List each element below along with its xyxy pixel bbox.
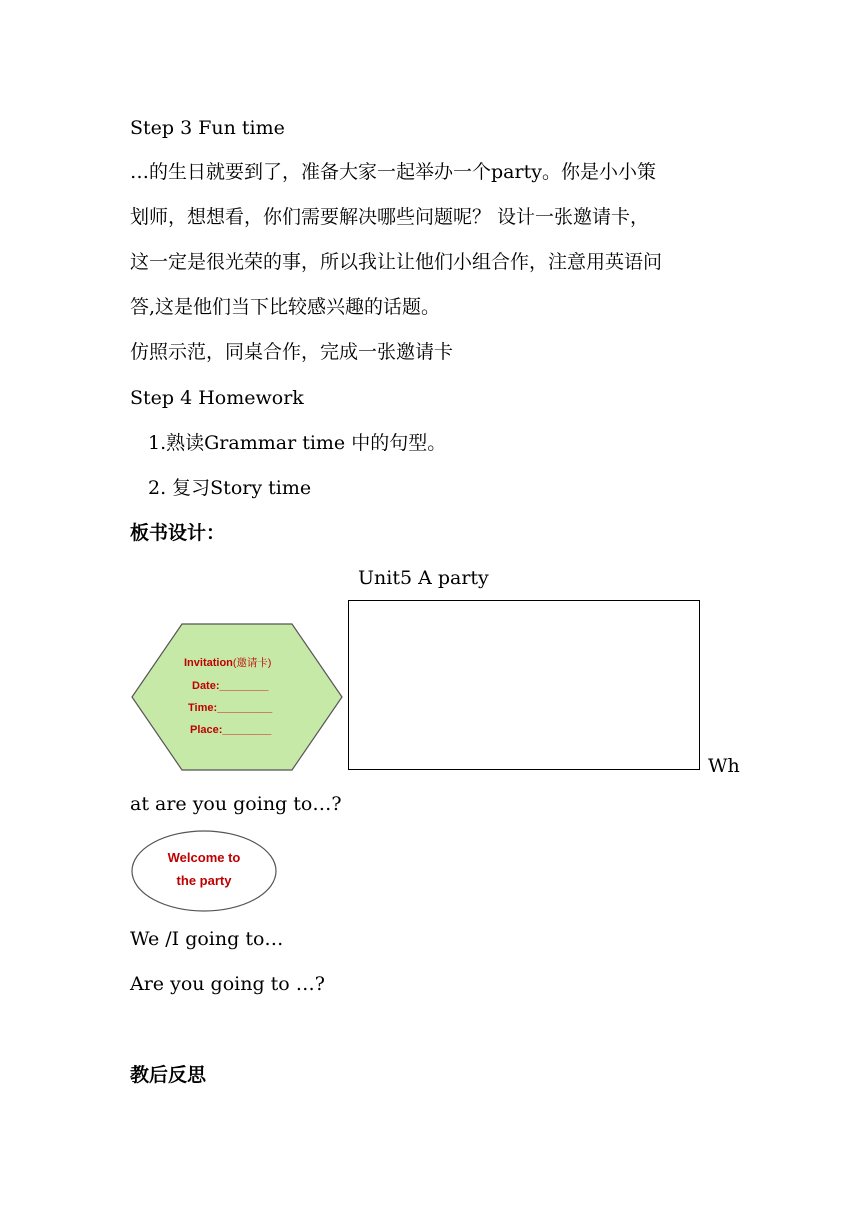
paragraph-line-2: 划师，想想看，你们需要解决哪些问题呢？ 设计一张邀请卡， — [130, 206, 650, 228]
homework-item-2: 2. 复习Story time — [148, 477, 312, 499]
welcome-line-2: the party — [176, 873, 232, 888]
welcome-line-1: Welcome to — [167, 850, 241, 865]
step4-heading: Step 4 Homework — [130, 387, 304, 409]
paragraph-line-3: 这一定是很光荣的事，所以我让让他们小组合作，注意用英语问 — [130, 251, 663, 273]
svg-text:Invitation(邀请卡) — [184, 656, 271, 669]
step3-heading: Step 3 Fun time — [130, 117, 285, 139]
paragraph-line-1: …的生日就要到了，准备大家一起举办一个party。你是小小策 — [130, 161, 656, 183]
invitation-date: Date:________ — [192, 680, 269, 692]
invitation-hexagon — [130, 622, 344, 772]
text-what-going: at are you going to…? — [130, 793, 342, 815]
unit-title: Unit5 A party — [358, 567, 489, 589]
invitation-time: Time:_________ — [188, 702, 273, 714]
invitation-title-cn: (邀请卡) — [232, 657, 272, 669]
homework-item-1: 1.熟读Grammar time 中的句型。 — [148, 432, 447, 454]
reflection-title: 教后反思 — [130, 1064, 207, 1086]
blank-rectangle — [348, 600, 700, 770]
board-design-title: 板书设计： — [130, 522, 226, 544]
paragraph-line-5: 仿照示范，同桌合作，完成一张邀请卡 — [130, 341, 454, 363]
text-wh: Wh — [708, 755, 740, 777]
invitation-place: Place:________ — [190, 724, 272, 736]
text-are-you-going: Are you going to …? — [130, 973, 325, 995]
paragraph-line-4: 答,这是他们当下比较感兴趣的话题。 — [130, 296, 441, 318]
welcome-ellipse — [130, 829, 278, 913]
text-we-going: We /I going to… — [130, 928, 284, 950]
invitation-title: Invitation — [184, 657, 233, 669]
